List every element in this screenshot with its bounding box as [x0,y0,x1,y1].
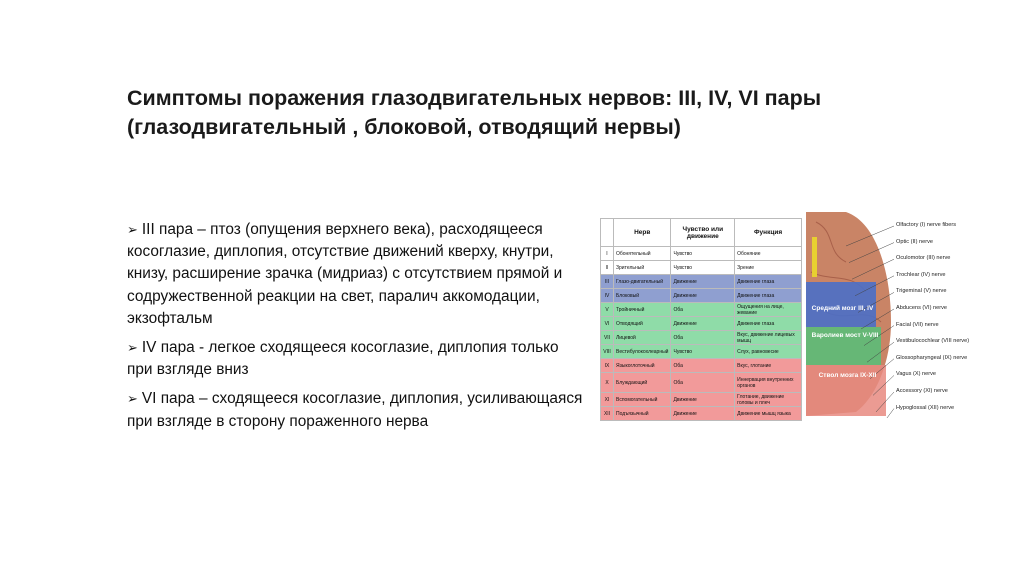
table-cell-func: Движение глаза [735,275,802,289]
table-header: Нерв Чувство или движение Функция [601,219,802,247]
brain-illustration [806,212,978,418]
table-row [601,317,802,331]
table-cell-name: Вестибулокохлеарный [614,345,671,359]
nerve-label: Facial (VII) nerve [896,321,939,328]
table-row [601,345,802,359]
table-cell-name: Лицевой [614,331,671,345]
arrow-bullet-icon: ➢ [127,391,138,407]
table-cell-name: Блуждающий [614,373,671,393]
table-cell-type: Оба [671,331,735,345]
table-cell-n: I [601,247,614,261]
bullet-item: ➢ VI пара – сходящееся косоглазие, диплопия, усиливающаяся при взгляде в сторону пораженного нерва [127,390,583,430]
table-cell-type: Чувство [671,345,735,359]
nerve-label: Olfactory (I) nerve fibers [896,222,956,228]
table-cell-func: Вкус, глотание [735,359,802,373]
table-cell-func: Глотание, движение головы и плеч [735,393,802,407]
zone-pons: Варолиев мост V-VIII [811,332,879,339]
zone-brainstem: Ствол мозга IX-XII [818,372,877,379]
table-cell-type: Оба [671,303,735,317]
table-row [601,407,802,421]
table-cell-name: Обонятельный [614,247,671,261]
table-cell-type: Оба [671,373,735,393]
table-cell-type: Движение [671,317,735,331]
table-cell-type: Движение [671,289,735,303]
nerve-label: Vestibulocochlear (VIII nerve) [896,338,970,345]
table-row [601,289,802,303]
table-cell-n: X [601,373,614,393]
arrow-bullet-icon: ➢ [127,340,138,356]
nerve-label: Oculomotor (III) nerve [896,255,951,262]
table-row [601,359,802,373]
nerve-label: Vagus (X) nerve [896,371,937,378]
table-cell-n: VIII [601,345,614,359]
table-row [601,373,802,393]
nerve-label: Trochlear (IV) nerve [896,271,946,278]
table-cell-func: Обоняние [735,247,802,261]
cranial-nerves-table [600,218,802,421]
nerve-label: Hypoglossal (XII) nerve [896,404,955,411]
table-cell-name: Отводящий [614,317,671,331]
table-cell-name: Тройничный [614,303,671,317]
table-cell-type: Движение [671,393,735,407]
table-cell-type: Движение [671,275,735,289]
table-cell-n: III [601,275,614,289]
nerve-label: Trigeminal (V) nerve [896,288,947,295]
table-cell-name: Глазо-двигательный [614,275,671,289]
table-cell-func: Вкус, движение лицевых мышц [735,331,802,345]
table-cell-name: Блоковый [614,289,671,303]
table-cell-name: Зрительный [614,261,671,275]
table-cell-n: IV [601,289,614,303]
nerve-label: Optic (II) nerve [896,238,933,245]
table-row [601,261,802,275]
table-cell-func: Зрение [735,261,802,275]
bullet-item: ➢ III пара – птоз (опущения верхнего века), расходящееся косоглазие, диплопия, отсутствие движений кверху, кнутри, книзу, расширение зрачка (мидриаз) с отсутствием прямой и содружественной реакции на свет, паралич аккомодации, экзофтальм [127,221,563,327]
table-cell-func: Ощущения на лице, жевание [735,303,802,317]
zone-midbrain: Средний мозг III, IV [811,305,874,312]
table-cell-n: VII [601,331,614,345]
table-cell-func: Слух, равновесие [735,345,802,359]
table-cell-func: Движение глаза [735,289,802,303]
table-cell-name: Подъязычный [614,407,671,421]
table-cell-func: Движение мышц языка [735,407,802,421]
table-cell-func: Движение глаза [735,317,802,331]
table-row [601,275,802,289]
table-cell-name: Вспомогательный [614,393,671,407]
table-cell-name: Языкоглоточный [614,359,671,373]
table-row [601,331,802,345]
table-row [601,303,802,317]
bullet-item: ➢ IV пара - легкое сходящееся косоглазие, диплопия только при взгляде вниз [127,339,559,379]
table-cell-n: XII [601,407,614,421]
nerve-label: Glossopharyngeal (IX) nerve [896,354,968,361]
table-cell-type: Чувство [671,261,735,275]
table-cell-n: V [601,303,614,317]
bullet-list [127,219,587,440]
table-cell-type: Чувство [671,247,735,261]
table-cell-n: IX [601,359,614,373]
table-cell-type: Движение [671,407,735,421]
table-row [601,393,802,407]
slide-title: Симптомы поражения глазодвигательных нервов: III, IV, VI пары (глазодвигательный , блоковой, отводящий нервы) [127,86,822,139]
arrow-bullet-icon: ➢ [127,222,138,237]
nerve-label: Accessory (XI) nerve [896,388,948,394]
table-cell-type: Оба [671,359,735,373]
table-cell-n: II [601,261,614,275]
table-row [601,247,802,261]
table-cell-func: Иннервация внутренних органов [735,373,802,393]
table-cell-n: XI [601,393,614,407]
table-cell-n: VI [601,317,614,331]
nerve-label: Abducens (VI) nerve [896,305,947,311]
